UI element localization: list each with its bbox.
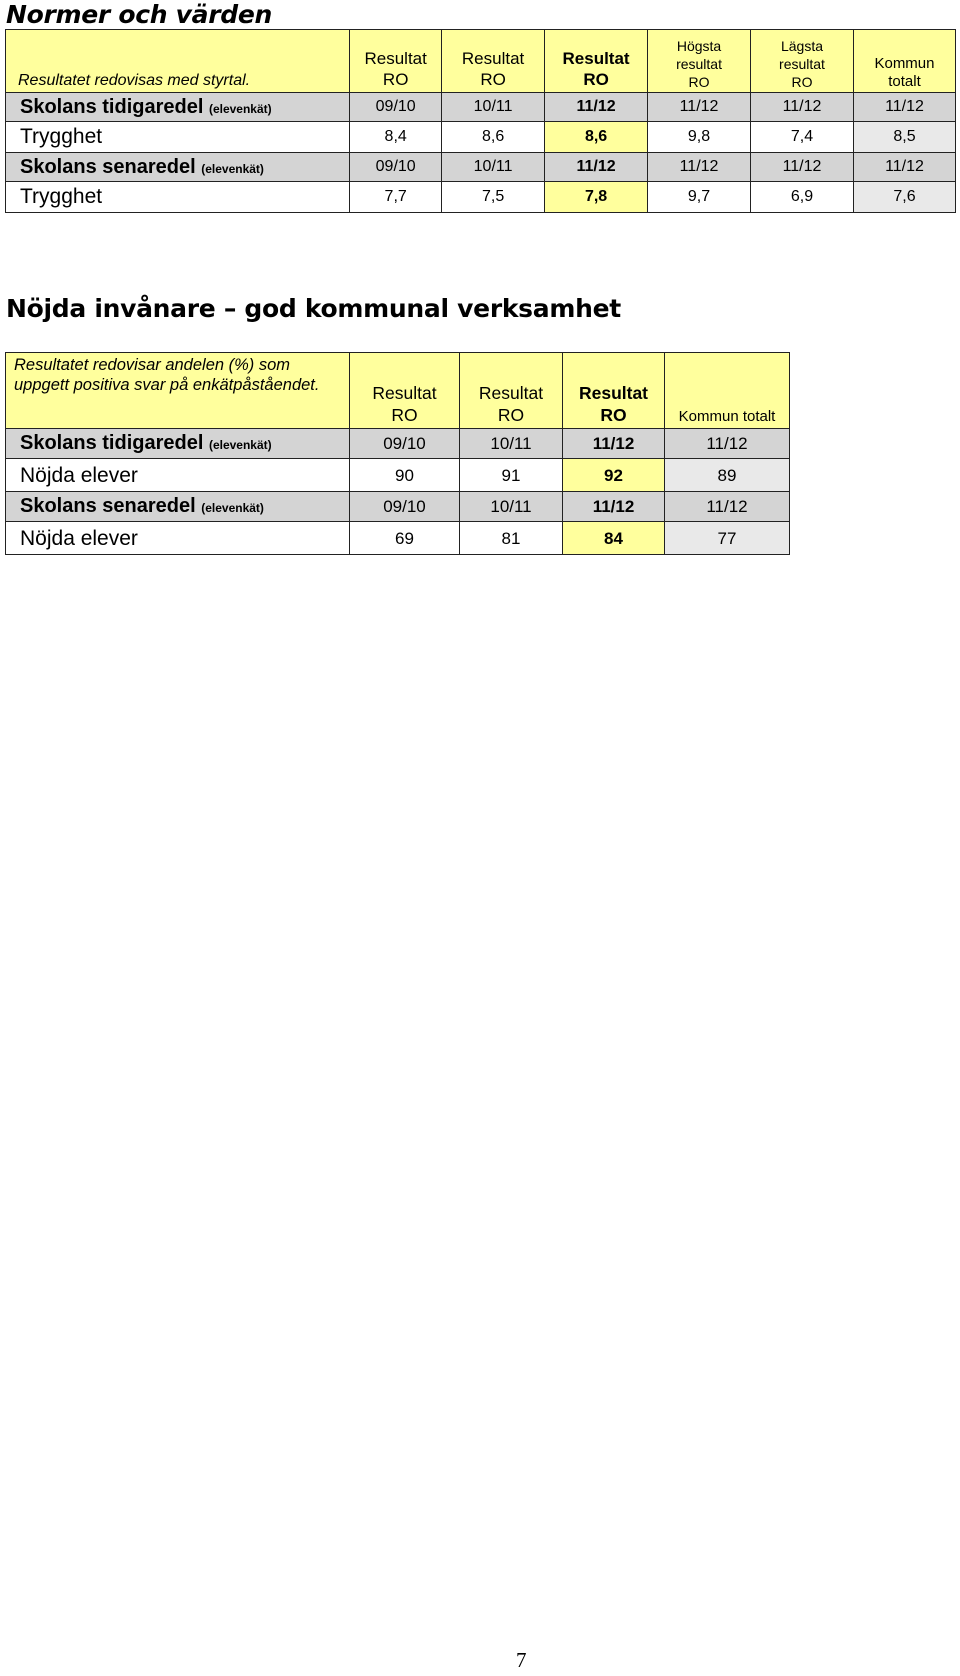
- table-cell: 8,6: [442, 122, 545, 153]
- table-cell: 10/11: [460, 492, 563, 522]
- table-cell: 11/12: [665, 429, 790, 459]
- table-cell: 09/10: [350, 429, 460, 459]
- row-label: Trygghet: [6, 122, 350, 153]
- table-cell: 9,8: [648, 122, 751, 153]
- table-cell: 7,4: [751, 122, 854, 153]
- table-cell: 10/11: [460, 429, 563, 459]
- table-cell-total: 8,5: [853, 122, 955, 153]
- table-cell: 11/12: [648, 93, 751, 122]
- column-header: Kommun totalt: [853, 30, 955, 93]
- column-header: Högsta resultat RO: [648, 30, 751, 93]
- table-row: [6, 429, 790, 459]
- table-cell: 11/12: [751, 93, 854, 122]
- table-cell: 11/12: [545, 93, 648, 122]
- table-cell: 91: [460, 459, 563, 492]
- row-label: Skolans senaredel (elevenkät): [6, 492, 350, 522]
- row-label: Skolans senaredel (elevenkät): [6, 153, 350, 182]
- table-cell-total: 7,6: [853, 182, 955, 213]
- table-cell: 7,5: [442, 182, 545, 213]
- table-row: [6, 492, 790, 522]
- table-cell: 6,9: [751, 182, 854, 213]
- table-header-row: [6, 30, 956, 93]
- row-label: Nöjda elever: [6, 522, 350, 555]
- table-cell: 90: [350, 459, 460, 492]
- table-row: [6, 93, 956, 122]
- row-label: Nöjda elever: [6, 459, 350, 492]
- table-cell-total: 77: [665, 522, 790, 555]
- column-header: Resultat RO: [442, 30, 545, 93]
- table-cell: 11/12: [648, 153, 751, 182]
- column-header: Resultat RO: [545, 30, 648, 93]
- table-cell: 9,7: [648, 182, 751, 213]
- table-row: [6, 459, 790, 492]
- table-cell: 09/10: [350, 492, 460, 522]
- column-header: Resultat RO: [563, 353, 665, 429]
- page-number: 7: [516, 1648, 527, 1672]
- table-cell: 11/12: [563, 429, 665, 459]
- table-cell-highlight: 8,6: [545, 122, 648, 153]
- table-cell: 10/11: [442, 153, 545, 182]
- table-cell: 8,4: [350, 122, 442, 153]
- table-cell: 11/12: [853, 93, 955, 122]
- table-cell: 10/11: [442, 93, 545, 122]
- table-note: Resultatet redovisar andelen (%) som uppgett positiva svar på enkätpåståendet.: [6, 353, 350, 429]
- section-heading-nojda: Nöjda invånare – god kommunal verksamhet: [6, 294, 621, 323]
- table-nojda-invanare: [5, 352, 790, 555]
- column-header: Resultat RO: [350, 30, 442, 93]
- column-header: Resultat RO: [350, 353, 460, 429]
- table-cell: 11/12: [665, 492, 790, 522]
- row-label: Skolans tidigaredel (elevenkät): [6, 93, 350, 122]
- table-cell: 81: [460, 522, 563, 555]
- column-header: Resultat RO: [460, 353, 563, 429]
- column-header: Lägsta resultat RO: [751, 30, 854, 93]
- table-cell-highlight: 92: [563, 459, 665, 492]
- table-cell-highlight: 84: [563, 522, 665, 555]
- table-cell: 09/10: [350, 153, 442, 182]
- row-label: Skolans tidigaredel (elevenkät): [6, 429, 350, 459]
- table-row: [6, 522, 790, 555]
- table-cell: 11/12: [545, 153, 648, 182]
- table-cell: 11/12: [751, 153, 854, 182]
- table-cell: 09/10: [350, 93, 442, 122]
- table-cell: 7,7: [350, 182, 442, 213]
- row-label: Trygghet: [6, 182, 350, 213]
- section-heading-normer: Normer och värden: [6, 0, 273, 29]
- table-cell: 11/12: [853, 153, 955, 182]
- table-row: [6, 153, 956, 182]
- column-header: Kommun totalt: [665, 353, 790, 429]
- table-cell-total: 89: [665, 459, 790, 492]
- table-cell-highlight: 7,8: [545, 182, 648, 213]
- table-note: Resultatet redovisas med styrtal.: [6, 30, 350, 93]
- table-normer-och-varden: [5, 29, 956, 213]
- table-cell: 69: [350, 522, 460, 555]
- table-row: [6, 122, 956, 153]
- table-cell: 11/12: [563, 492, 665, 522]
- table-header-row: [6, 353, 790, 429]
- table-row: [6, 182, 956, 213]
